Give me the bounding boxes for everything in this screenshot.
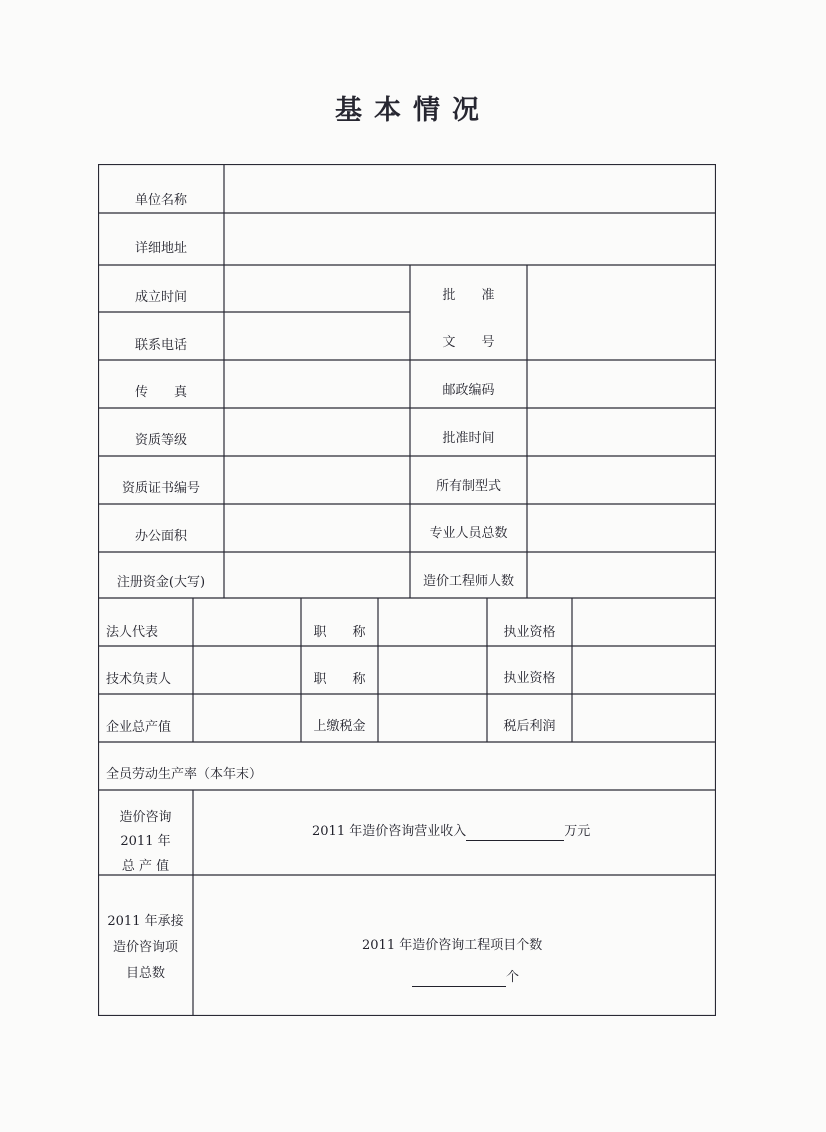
approval-time-field[interactable] <box>528 409 715 455</box>
office-area-label: 办公面积 <box>134 529 187 544</box>
output-label-line3: 总 产 值 <box>121 859 170 874</box>
practice-qual-field-2[interactable] <box>573 647 715 693</box>
unit-name-field[interactable] <box>225 165 715 212</box>
practice-qual-label-1: 执业资格 <box>503 625 556 640</box>
projects-count-text: 2011 年造价咨询工程项目个数 <box>362 938 543 953</box>
output-revenue-blank[interactable] <box>466 824 564 841</box>
registered-capital-field[interactable] <box>225 553 409 597</box>
postal-code-field[interactable] <box>528 361 715 407</box>
approval-no-label-2: 文 号 <box>442 335 495 350</box>
projects-label-line3: 目总数 <box>125 966 165 981</box>
qualification-level-label: 资质等级 <box>134 433 187 448</box>
established-label: 成立时间 <box>134 290 187 305</box>
approval-time-label: 批准时间 <box>442 431 495 446</box>
postal-code-label: 邮政编码 <box>442 383 495 398</box>
basic-info-form <box>98 164 716 1016</box>
net-profit-field[interactable] <box>573 695 715 741</box>
fax-field[interactable] <box>225 361 409 407</box>
title-label-1: 职 称 <box>313 625 366 640</box>
certificate-no-field[interactable] <box>225 457 409 503</box>
address-label: 详细地址 <box>134 241 187 256</box>
title-field-1[interactable] <box>379 599 486 646</box>
output-label-line1: 造价咨询 <box>119 810 172 825</box>
approval-no-label-1: 批 准 <box>442 288 495 303</box>
tax-paid-field[interactable] <box>379 695 486 741</box>
total-output-field[interactable] <box>194 695 300 741</box>
fax-label: 传 真 <box>134 385 187 400</box>
output-revenue-unit: 万元 <box>564 824 591 839</box>
output-label-line2: 2011 年 <box>120 834 171 849</box>
cost-engineers-label: 造价工程师人数 <box>422 574 514 589</box>
phone-field[interactable] <box>225 313 409 359</box>
title-label-2: 职 称 <box>313 672 366 687</box>
staff-total-field[interactable] <box>528 505 715 551</box>
projects-count-line <box>412 970 519 987</box>
projects-label-line2: 造价咨询项 <box>112 940 178 955</box>
established-field[interactable] <box>225 266 409 311</box>
tech-lead-field[interactable] <box>194 647 300 693</box>
certificate-no-label: 资质证书编号 <box>121 481 200 496</box>
ownership-label: 所有制型式 <box>435 479 501 494</box>
office-area-field[interactable] <box>225 505 409 551</box>
legal-rep-label: 法人代表 <box>106 625 159 640</box>
labor-productivity-label: 全员劳动生产率（本年末） <box>106 767 263 782</box>
address-field[interactable] <box>225 214 715 264</box>
registered-capital-label: 注册资金(大写) <box>116 575 206 590</box>
phone-label: 联系电话 <box>134 338 187 353</box>
projects-label-line1: 2011 年承接 <box>107 914 184 929</box>
approval-no-field[interactable] <box>528 266 715 359</box>
qualification-level-field[interactable] <box>225 409 409 455</box>
legal-rep-field[interactable] <box>194 599 300 646</box>
practice-qual-label-2: 执业资格 <box>503 671 556 686</box>
output-revenue-line <box>312 824 590 841</box>
labor-productivity-field[interactable] <box>298 743 715 789</box>
title-field-2[interactable] <box>379 647 486 693</box>
page-title: 基本情况 <box>335 95 491 126</box>
output-revenue-prefix: 2011 年造价咨询营业收入 <box>312 824 467 839</box>
tech-lead-label: 技术负责人 <box>106 672 172 687</box>
projects-count-unit: 个 <box>506 970 520 985</box>
projects-count-blank[interactable] <box>412 970 506 987</box>
total-output-label: 企业总产值 <box>106 720 172 735</box>
net-profit-label: 税后利润 <box>503 719 556 734</box>
staff-total-label: 专业人员总数 <box>429 526 508 541</box>
practice-qual-field-1[interactable] <box>573 599 715 646</box>
unit-name-label: 单位名称 <box>134 193 187 208</box>
tax-paid-label: 上缴税金 <box>313 719 366 734</box>
ownership-field[interactable] <box>528 457 715 503</box>
cost-engineers-field[interactable] <box>528 553 715 597</box>
